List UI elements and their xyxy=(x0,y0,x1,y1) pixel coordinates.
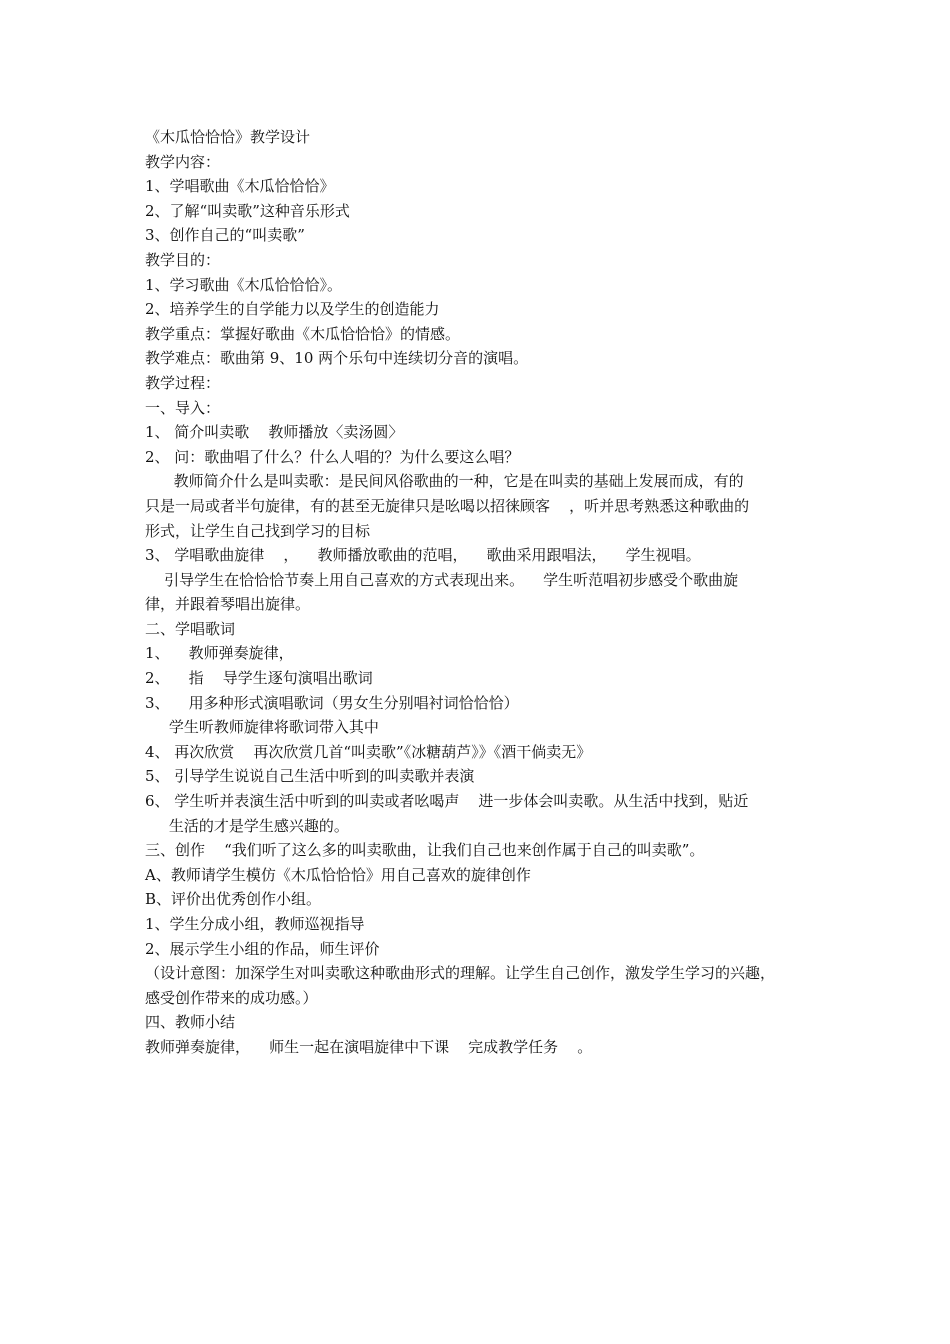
text-line: 引导学生在恰恰恰节奏上用自己喜欢的方式表现出来。 学生听范唱初步感受个歌曲旋 xyxy=(145,570,739,589)
section-heading-goals: 教学目的： xyxy=(145,250,221,269)
text-line: 1、学生分成小组，教师巡视指导 xyxy=(145,915,365,933)
text-line: 2、培养学生的自学能力以及学生的创造能力 xyxy=(145,300,440,319)
text-line: 形式，让学生自己找到学习的目标 xyxy=(145,521,371,540)
document-body xyxy=(145,125,825,1060)
text-line: 2、 问：歌曲唱了什么？什么人唱的？为什么要这么唱？ xyxy=(145,447,520,466)
text-line: 2、展示学生小组的作品，师生评价 xyxy=(145,939,380,958)
section-heading-content: 教学内容： xyxy=(145,152,221,171)
text-line: 2、 指 导学生逐句演唱出歌词 xyxy=(145,669,373,688)
text-line: 感受创作带来的成功感。） xyxy=(145,988,318,1007)
subsection-heading: 一、导入： xyxy=(145,398,221,417)
section-heading-process: 教学过程： xyxy=(145,373,221,392)
text-line: 学生听教师旋律将歌词带入其中 xyxy=(145,718,379,737)
text-line: 教师简介什么是叫卖歌：是民间风俗歌曲的一种，它是在叫卖的基础上发展而成，有的 xyxy=(145,472,744,491)
text-line: B、评价出优秀创作小组。 xyxy=(145,890,322,909)
text-line: 3、 学唱歌曲旋律 ， 教师播放歌曲的范唱， 歌曲采用跟唱法， 学生视唱。 xyxy=(145,546,701,565)
text-line: 4、 再次欣赏 再次欣赏几首“叫卖歌”《冰糖葫芦》》《酒干倘卖无》 xyxy=(145,742,592,761)
text-line: 3、 用多种形式演唱歌词（男女生分别唱衬词恰恰恰） xyxy=(145,693,519,712)
text-line: 1、学习歌曲《木瓜恰恰恰》。 xyxy=(145,275,343,294)
subsection-heading: 四、教师小结 xyxy=(145,1013,236,1032)
text-line: 3、创作自己的“叫卖歌” xyxy=(145,226,305,245)
text-line: 教师弹奏旋律， 师生一起在演唱旋律中下课 完成教学任务 。 xyxy=(145,1037,593,1056)
text-line: 5、 引导学生说说自己生活中听到的叫卖歌并表演 xyxy=(145,767,475,786)
text-line: 2、了解“叫卖歌”这种音乐形式 xyxy=(145,201,350,220)
document-title: 《木瓜恰恰恰》教学设计 xyxy=(145,128,311,146)
text-line: 教学难点：歌曲第 9、10 两个乐句中连续切分音的演唱。 xyxy=(145,349,529,368)
text-line: A、教师请学生模仿《木瓜恰恰恰》用自己喜欢的旋律创作 xyxy=(145,865,531,884)
text-line: 生活的才是学生感兴趣的。 xyxy=(145,816,349,835)
text-line: （设计意图：加深学生对叫卖歌这种歌曲形式的理解。让学生自己创作，激发学生学习的兴趣， xyxy=(145,964,776,983)
text-line: 1、学唱歌曲《木瓜恰恰恰》 xyxy=(145,177,335,196)
subsection-heading: 二、学唱歌词 xyxy=(145,619,236,638)
text-line: 1、 教师弹奏旋律， xyxy=(145,644,294,663)
text-line: 1、 简介叫卖歌 教师播放〈卖汤圆〉 xyxy=(145,423,404,442)
text-line: 只是一局或者半句旋律，有的甚至无旋律只是吆喝以招徕顾客 ，听并思考熟悉这种歌曲的 xyxy=(145,496,750,515)
text-line: 6、 学生听并表演生活中听到的叫卖或者吆喝声 进一步体会叫卖歌。从生活中找到，贴近 xyxy=(145,792,749,811)
text-line: 教学重点：掌握好歌曲《木瓜恰恰恰》的情感。 xyxy=(145,324,461,343)
subsection-heading: 三、创作 “我们听了这么多的叫卖歌曲，让我们自己也来创作属于自己的叫卖歌”。 xyxy=(145,841,705,860)
text-line: 律，并跟着琴唱出旋律。 xyxy=(145,595,311,614)
